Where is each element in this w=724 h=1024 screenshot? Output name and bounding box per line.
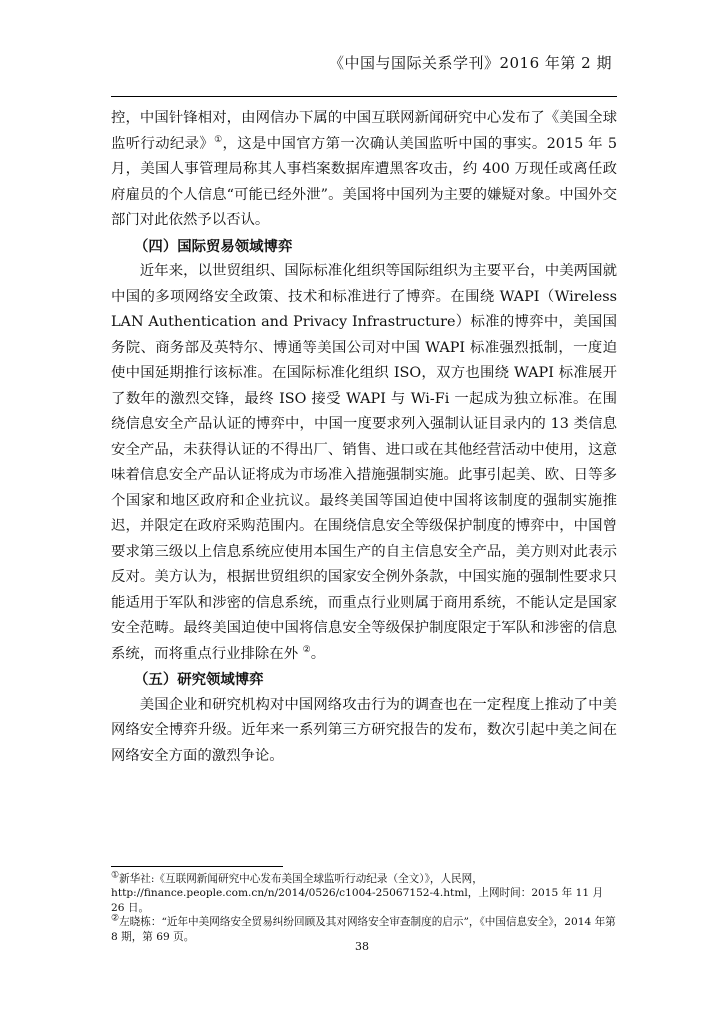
section-heading-5: （五）研究领域博弈 [134, 671, 264, 688]
paragraph-2 [111, 259, 617, 667]
article-body [111, 106, 617, 769]
page-number: 38 [355, 940, 369, 953]
paragraph-2-text-b: 。 [310, 645, 326, 662]
footnotes [111, 872, 617, 944]
paragraph-1-text-a: 控，中国针锋相对，由网信办下属的中国互联网新闻研究中心发布了《美国全球监听行动纪录》 [111, 110, 617, 152]
footnote-2-text: 左晓栋：“近年中美网络安全贸易纠纷回顾及其对网络安全审查制度的启示”，《中国信息安全》，2014 年第 8 期，第 69 页。 [111, 916, 616, 943]
paragraph-1-text-b: ，这是中国官方第一次确认美国监听中国的事实。2015 年 5 月，美国人事管理局称其人事档案数据库遭黑客攻击，约 400 万现任或离任政府雇员的个人信息“可能已经外泄”。美国将中国列为主要的嫌疑对象。中国外交部门对此依然予以否认。 [111, 135, 617, 228]
paragraph-3: 美国企业和研究机构对中国网络攻击行为的调查也在一定程度上推动了中美网络安全博弈升级。近年来一系列第三方研究报告的发布，数次引起中美之间在网络安全方面的激烈争论。 [111, 696, 617, 764]
running-header: 《中国与国际关系学刊》2016 年第 2 期 [328, 54, 612, 72]
footnote-ref-2: ② [302, 644, 311, 655]
footnote-1-text: 新华社:《互联网新闻研究中心发布美国全球监听行动纪录（全文）》，人民网，http://finance.people.com.cn/n/2014/0526/c1004-25067152-4.html，上网时间：2015 年 11 月 26 日。 [111, 873, 604, 914]
footnote-1-mark: ① [111, 870, 120, 881]
header-rule [111, 96, 617, 97]
footnote-ref-1: ① [214, 134, 223, 145]
paragraph-2-text-a: 近年来，以世贸组织、国际标准化组织等国际组织为主要平台，中美两国就中国的多项网络安全政策、技术和标准进行了博弈。在围绕 WAPI（Wireless LAN Authentication and Privacy Infrastructure）标准的博弈中，美国国务院、商务部及英特尔、博通等美国公司对中国 WAPI 标准强烈抵制，一度迫使中国延期推行该标准。在国际标准化组织 ISO，双方也围绕 WAPI 标准展开了数年的激烈交锋，最终 ISO 接受 WAPI 与 Wi-Fi 一起成为独立标准。在围绕信息安全产品认证的博弈中，中国一度要求列入强制认证目录内的 13 类信息安全产品，未获得认证的不得出厂、销售、进口或在其他经营活动中使用，这意味着信息安全产品认证将成为市场准入措施强制实施。此事引起美、欧、日等多个国家和地区政府和企业抗议。最终美国等国迫使中国将该制度的强制实施推迟，并限定在政府采购范围内。在围绕信息安全等级保护制度的博弈中，中国曾要求第三级以上信息系统应使用本国生产的自主信息安全产品，美方则对此表示反对。美方认为，根据世贸组织的国家安全例外条款，中国实施的强制性要求只能适用于军队和涉密的信息系统，而重点行业则属于商用系统，不能认定是国家安全范畴。最终美国迫使中国将信息安全等级保护制度限定于军队和涉密的信息系统，而将重点行业排除在外 [111, 263, 617, 662]
footnote-1 [111, 872, 617, 915]
footnote-rule [111, 866, 283, 867]
section-heading-4: （四）国际贸易领域博弈 [134, 237, 293, 255]
paragraph-1 [111, 106, 617, 234]
footnote-2-mark: ② [111, 913, 120, 924]
